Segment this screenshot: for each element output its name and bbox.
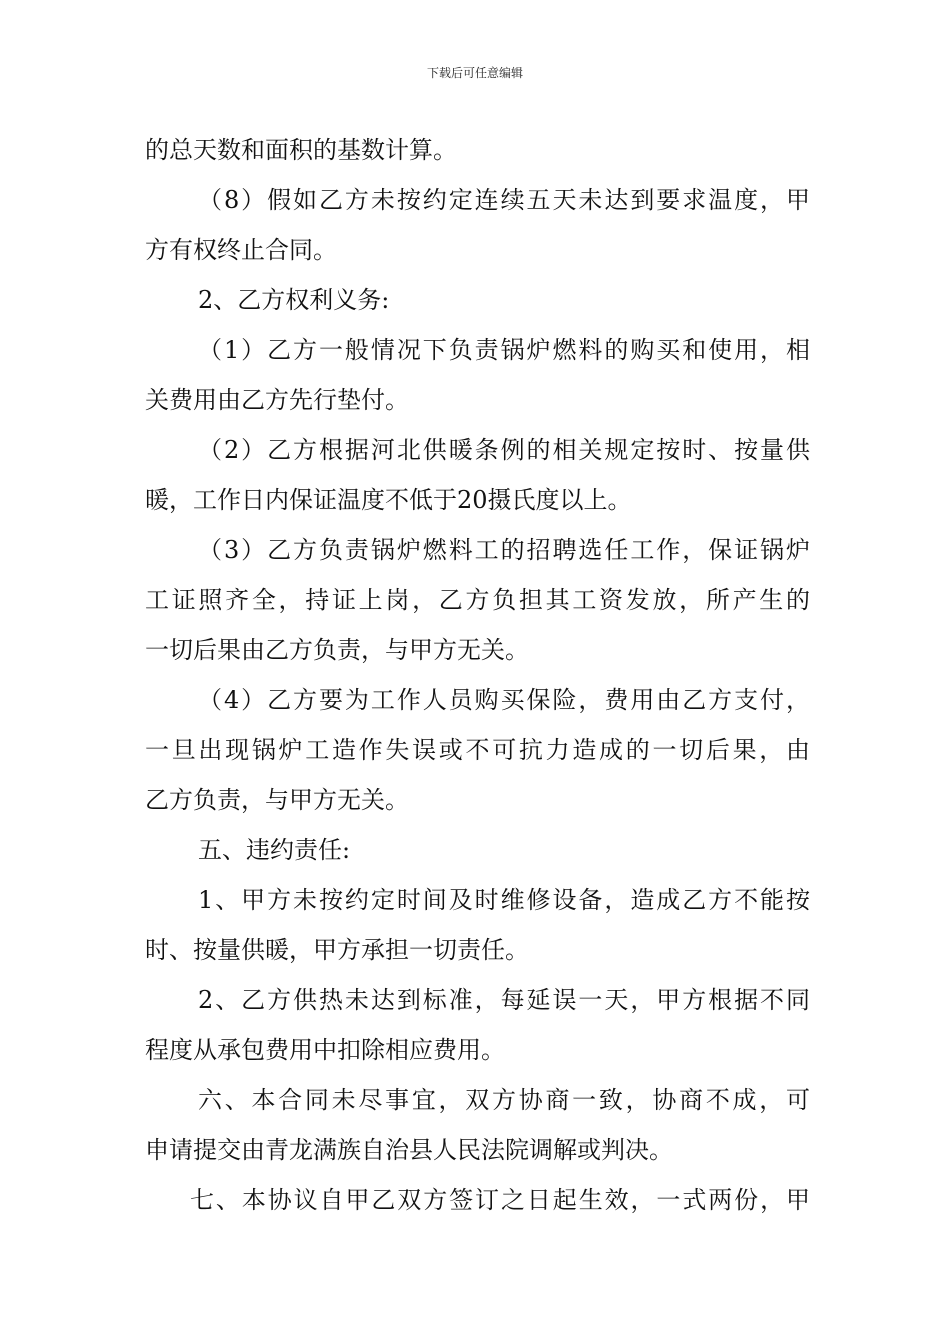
text-line: 2、乙方供热未达到标准，每延误一天，甲方根据不同 — [198, 986, 810, 1014]
text-line: 的总天数和面积的基数计算。 — [145, 136, 457, 164]
text-line: 六、本合同未尽事宜，双方协商一致，协商不成，可 — [198, 1086, 810, 1114]
text-line: 方有权终止合同。 — [145, 236, 337, 264]
text-line: （2）乙方根据河北供暖条例的相关规定按时、按量供 — [198, 436, 810, 464]
text-line: 五、违约责任: — [198, 836, 351, 864]
text-line: 工证照齐全，持证上岗，乙方负担其工资发放，所产生的 — [145, 586, 810, 614]
text-line: （3）乙方负责锅炉燃料工的招聘选任工作，保证锅炉 — [198, 536, 810, 564]
text-line: 一切后果由乙方负责，与甲方无关。 — [145, 636, 529, 664]
text-line: 时、按量供暖，甲方承担一切责任。 — [145, 936, 529, 964]
text-line: （8）假如乙方未按约定连续五天未达到要求温度，甲 — [198, 186, 810, 214]
text-line: 暖，工作日内保证温度不低于20摄氏度以上。 — [145, 486, 632, 514]
text-line: 七、本协议自甲乙双方签订之日起生效，一式两份，甲 — [190, 1186, 810, 1214]
text-line: 程度从承包费用中扣除相应费用。 — [145, 1036, 505, 1064]
text-line: （1）乙方一般情况下负责锅炉燃料的购买和使用，相 — [198, 336, 810, 364]
text-line: （4）乙方要为工作人员购买保险，费用由乙方支付， — [198, 686, 810, 714]
text-line: 关费用由乙方先行垫付。 — [145, 386, 409, 414]
text-line: 申请提交由青龙满族自治县人民法院调解或判决。 — [145, 1136, 673, 1164]
text-line: 一旦出现锅炉工造作失误或不可抗力造成的一切后果，由 — [145, 736, 810, 764]
text-line: 乙方负责，与甲方无关。 — [145, 786, 409, 814]
text-line: 2、乙方权利义务: — [198, 286, 390, 314]
page-header: 下载后可任意编辑 — [426, 66, 523, 80]
text-line: 1、甲方未按约定时间及时维修设备，造成乙方不能按 — [198, 886, 810, 914]
